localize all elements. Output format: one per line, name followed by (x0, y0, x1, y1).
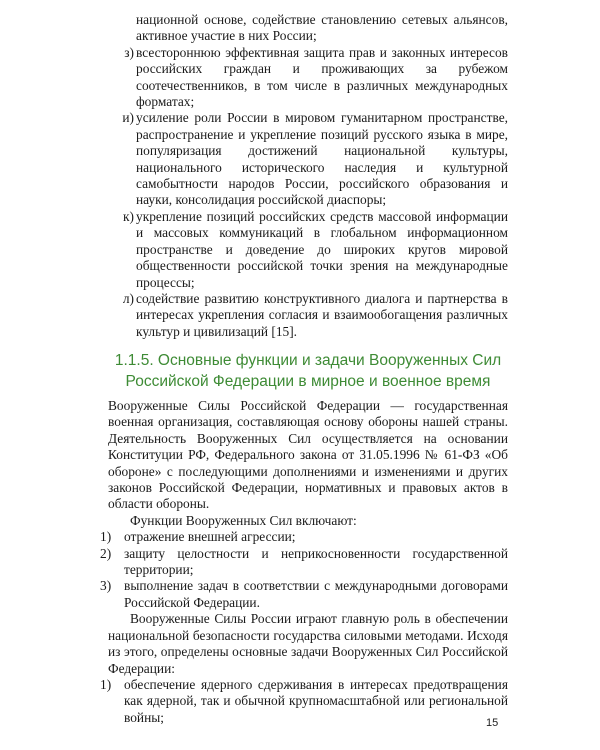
list-item-k (108, 209, 508, 291)
list-item-text: усиление роли России в мировом гуманитарном пространстве, распространение и укрепление позиций русского языка в мире, популяризация достижений национальной культуры, национального исторического наследия и культурной самобытности народов России, российского образования и науки, консолидация российской диаспоры; (136, 110, 508, 208)
list-item-text: всестороннюю эффективная защита прав и законных интересов российских граждан и проживающих за рубежом соотечественников, в том числе в различных международных форматах; (136, 44, 508, 110)
top-list-section (108, 12, 508, 340)
list-marker: и) (122, 110, 134, 126)
list-item-l (108, 291, 508, 340)
list-marker: л) (122, 290, 134, 306)
section-heading (108, 350, 508, 392)
section-heading-line2: Российской Федерации в мирное и военное время (125, 373, 491, 390)
function-item-3 (100, 578, 508, 611)
list-item-z (108, 45, 508, 111)
paragraph-armed-forces: Вооруженные Силы Российской Федерации — государственная военная организация, составляющая основу обороны нашей страны. Деятельность Вооруженных Сил осуществляется на основании Конституции РФ, Федерального закона от 31.05.1996 № 61-ФЗ «Об обороне» с последующими дополнениями и изменениями и других законов Российской Федерации, нормативных и правовых актов в области обороны. (108, 398, 508, 512)
list-item-text: содействие развитию конструктивного диалога и партнерства в интересах укрепления согласия и взаимообогащения различных культур и цивилизаций [15]. (136, 290, 508, 339)
function-item-1 (100, 529, 508, 545)
body-section (100, 398, 508, 726)
paragraph-tasks-intro: Вооруженные Силы России играют главную роль в обеспечении национальной безопасности государства силовыми методами. Исходя из этого, определены основные задачи Вооруженных Сил Российской Федерации: (108, 611, 508, 676)
function-item-2 (100, 545, 508, 579)
list-item-text: укрепление позиций российских средств массовой информации и массовых коммуникаций в глобальном информационном пространстве и доведение до широких кругов мировой общественности российской точки зрения на международные процессы; (136, 208, 508, 290)
list-marker: 1) (100, 529, 112, 545)
list-item-text: выполнение задач в соответствии с международными договорами Российской Федерации. (124, 578, 508, 610)
functions-intro: Функции Вооруженных Сил включают: (130, 512, 357, 528)
list-marker: к) (123, 208, 134, 224)
list-item-text: обеспечение ядерного сдерживания в интересах предотвращения как ядерной, так и обычной крупномасштабной или региональной войны; (124, 676, 508, 725)
list-item-text: защиту целостности и неприкосновенности государственной территории; (124, 545, 508, 578)
list-continuation: национной основе, содействие становлению сетевых альянсов, активное участие в них России; (136, 12, 508, 44)
list-marker: 2) (100, 545, 112, 561)
list-marker: 3) (100, 578, 112, 594)
list-item-text: отражение внешней агрессии; (124, 529, 296, 545)
list-item-i (108, 110, 508, 208)
task-item-1 (100, 676, 508, 726)
list-marker: 1) (100, 676, 112, 692)
page-number: 15 (486, 717, 499, 729)
section-heading-line1: 1.1.5. Основные функции и задачи Вооруженных Сил (114, 352, 502, 369)
list-marker: з) (124, 44, 134, 60)
